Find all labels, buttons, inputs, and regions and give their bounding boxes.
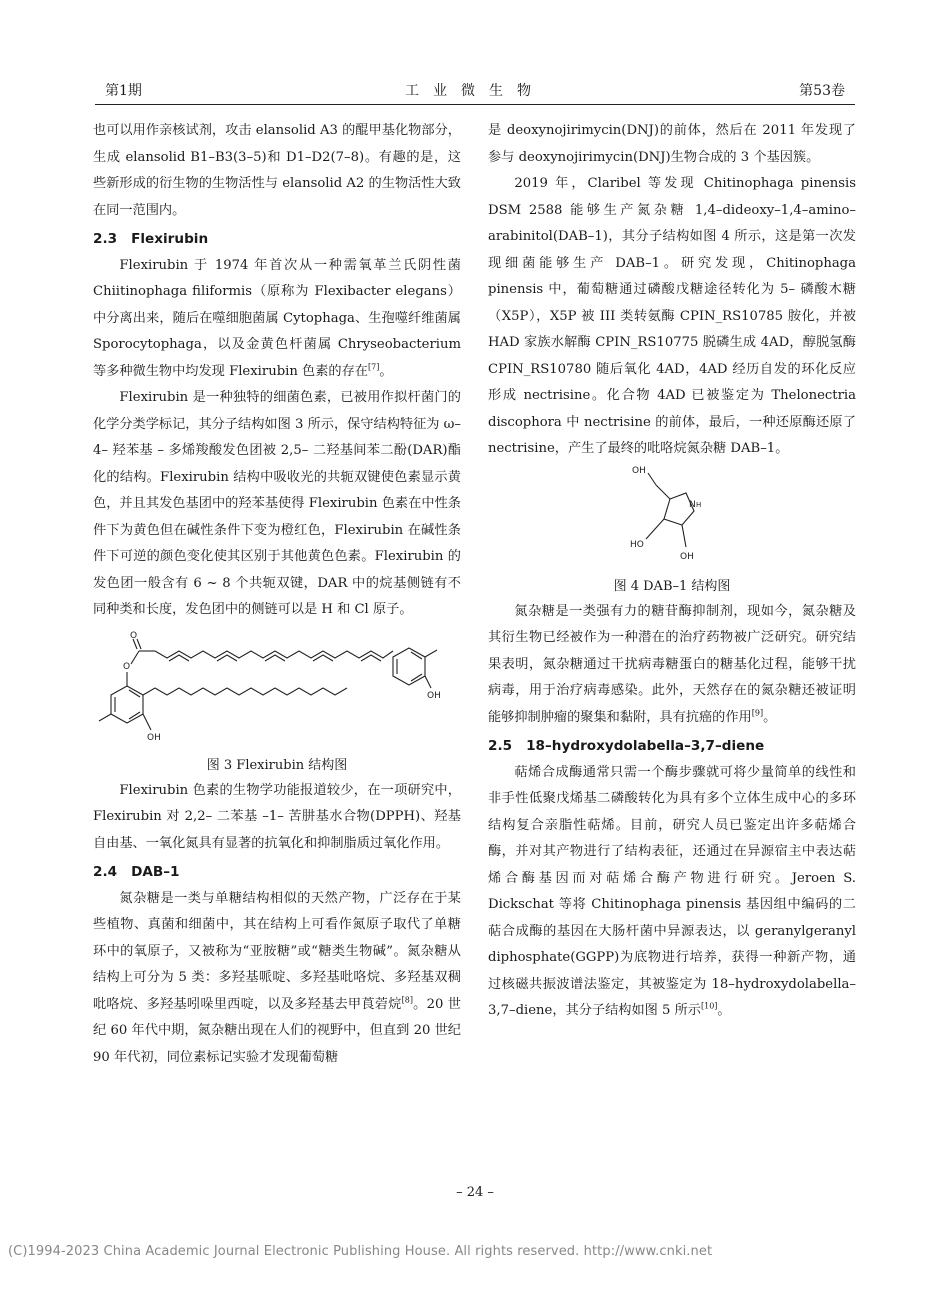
atom-label: N: [689, 499, 696, 510]
left-column: [93, 118, 461, 1071]
atom-label: H: [696, 500, 702, 509]
paragraph: 是 deoxynojirimycin(DNJ)的前体，然后在 2011 年发现了参与 deoxynojirimycin(DNJ)生物合成的 3 个基因簇。: [488, 123, 856, 165]
paragraph: 也可以用作亲核试剂，攻击 elansolid A3 的醌甲基化物部分，生成 elansolid B1–B3(3–5)和 D1–D2(7–8)。有趣的是，这些新形成的衍生物的生物活性与 elansolid A2 的生物活性大致在同一范围内。: [93, 123, 461, 218]
citation: [9]: [751, 708, 764, 718]
volume-label: 第53卷: [799, 83, 845, 99]
atom-label: HO: [630, 539, 644, 550]
paragraph-text: 氮杂糖是一类与单糖结构相似的天然产物，广泛存在于某些植物、真菌和细菌中，其在结构上可看作氮原子取代了单糖环中的氧原子，又被称为“亚胺糖”或“糖类生物碱”。氮杂糖从结构上可分为 5 类：多羟基哌啶、多羟基吡咯烷、多羟基双稠吡咯烷、多羟基吲哚里西啶，以及多羟基去甲莨菪烷: [93, 890, 461, 1012]
section-heading-2-3: [93, 226, 461, 253]
section-heading-2-4: [93, 859, 461, 886]
section-number: 2.5: [488, 738, 513, 754]
atom-label: O: [130, 630, 138, 641]
paragraph-text: Flexirubin 于 1974 年首次从一种需氧革兰氏阴性菌 Chiitinophaga filiformis（原称为 Flexibacter elegans）中分离出来，随后在噬细胞菌属 Cytophaga、生孢噬纤维菌属 Sporocytophaga，以及金黄色杆菌属 Chryseobacterium 等多种微生物中均发现 Flexirubin 色素的存在: [93, 257, 461, 379]
paragraph-text: 萜烯合成酶通常只需一个酶步骤就可将少量简单的线性和非手性低聚戊烯基二磷酸转化为具有多个立体生成中心的多环结构复合亲脂性萜烯。目前，研究人员已鉴定出许多萜烯合酶，并对其产物进行了结构表征，还通过在异源宿主中表达萜烯合酶基因而对萜烯合酶产物进行研究。Jeroen S. Dickschat 等将 Chitinophaga pinensis 基因组中编码的二萜合成酶的基因在大肠杆菌中异源表达，以 geranylgeranyl diphosphate(GGPP)为底物进行培养，获得一种新产物，通过核磁共振波谱法鉴定，其被鉴定为 18–hydroxydolabella–3,7–diene，其分子结构如图 5 所示: [488, 764, 856, 1018]
issue-label: 第1期: [105, 83, 142, 99]
figure-caption: 图 4 DAB–1 结构图: [613, 578, 731, 594]
citation: [7]: [367, 362, 380, 372]
paragraph: 2019 年，Claribel 等发现 Chitinophaga pinensis DSM 2588 能够生产氮杂糖 1,4–dideoxy–1,4–amino–arabinitol(DAB–1)，其分子结构如图 4 所示，这是第一次发现细菌能够生产 DAB–1。研究发现，Chitinophaga pinensis 中，葡萄糖通过磷酸戊糖途径转化为 5– 磷酸木糖（X5P），X5P 被 III 类转氨酶 CPIN_RS10785 胺化，并被 HAD 家族水解酶 CPIN_RS10775 脱磷生成 4AD，醇脱氢酶 CPIN_RS10780 随后氧化 4AD，4AD 经历自发的环化反应形成 nectrisine。化合物 4AD 已被鉴定为 Thelonectria discophora 中 nectrisine 的前体，最后，一种还原酶还原了 nectrisine，产生了最终的吡咯烷氮杂糖 DAB–1。: [488, 176, 856, 456]
dab1-structure-diagram: [602, 463, 742, 575]
paragraph-text: 氮杂糖是一类强有力的糖苷酶抑制剂，现如今，氮杂糖及其衍生物已经被作为一种潜在的治疗药物被广泛研究。研究结果表明，氮杂糖通过干扰病毒糖蛋白的糖基化过程，能够干扰病毒，用于治疗病毒感染。此外，天然存在的氮杂糖还被证明能够抑制肿瘤的聚集和黏附，具有抗癌的作用: [488, 603, 856, 725]
figure-4: [488, 463, 856, 599]
paragraph: [488, 599, 856, 732]
section-number: 2.4: [93, 864, 118, 880]
citation: [10]: [700, 1001, 718, 1011]
header-rule: [95, 104, 855, 105]
atom-label: O: [123, 661, 131, 672]
citation: [8]: [401, 995, 413, 1005]
paragraph-end: 。20 世纪 60 年代中期，氮杂糖出现在人们的视野中，但直到 20 世纪 90 年代初，同位素标记实验才发现葡萄糖: [93, 996, 461, 1065]
atom-label: OH: [632, 465, 646, 476]
atom-label: OH: [427, 690, 441, 701]
paragraph-end: 。: [717, 1003, 731, 1018]
paragraph: [93, 886, 461, 1072]
atom-label: OH: [147, 732, 161, 743]
section-title: DAB–1: [131, 864, 180, 880]
copyright-footer: (C)1994-2023 China Academic Journal Electronic Publishing House. All rights reserved. http://www.cnki.net: [8, 1244, 713, 1259]
page-number: – 24 –: [456, 1185, 494, 1200]
section-number: 2.3: [93, 231, 118, 247]
running-header: [95, 80, 855, 102]
paragraph-end: 。: [763, 709, 777, 725]
paragraph: Flexirubin 色素的生物学功能报道较少，在一项研究中，Flexirubin 对 2,2– 二苯基 –1– 苦肼基水合物(DPPH)、羟基自由基、一氧化氮具有显著的抗氧化和抑制脂质过氧化作用。: [93, 782, 461, 851]
paragraph: [93, 253, 461, 386]
paragraph-end: 。: [379, 363, 393, 379]
paragraph: Flexirubin 是一种独特的细菌色素，已被用作拟杆菌门的化学分类学标记，其分子结构如图 3 所示，保守结构特征为 ω–4– 羟苯基 – 多烯羧酸发色团被 2,5– 二羟基间苯二酚(DAR)酯化的结构。Flexirubin 结构中吸收光的共轭双键使色素显示黄色，并且其发色基团中的羟苯基使得 Flexirubin 色素在中性条件下为黄色但在碱性条件下变为橙红色，Flexirubin 在碱性条件下可逆的颜色变化使其区别于其他黄色色素。Flexirubin 的发色团一般含有 6 ~ 8 个共轭双键，DAR 中的烷基侧链有不同种类和长度，发色团中的侧链可以是 H 和 Cl 原子。: [93, 390, 461, 617]
figure-3: [93, 624, 461, 778]
paragraph: [488, 760, 856, 1025]
section-heading-2-5: [488, 733, 856, 760]
journal-title: 工业微生物: [405, 83, 545, 99]
section-title: 18–hydroxydolabella–3,7–diene: [526, 738, 765, 754]
atom-label: OH: [680, 551, 694, 562]
flexirubin-structure-diagram: [93, 624, 461, 754]
right-column: [488, 118, 856, 1025]
section-title: Flexirubin: [131, 231, 209, 247]
figure-caption: 图 3 Flexirubin 结构图: [206, 757, 348, 773]
